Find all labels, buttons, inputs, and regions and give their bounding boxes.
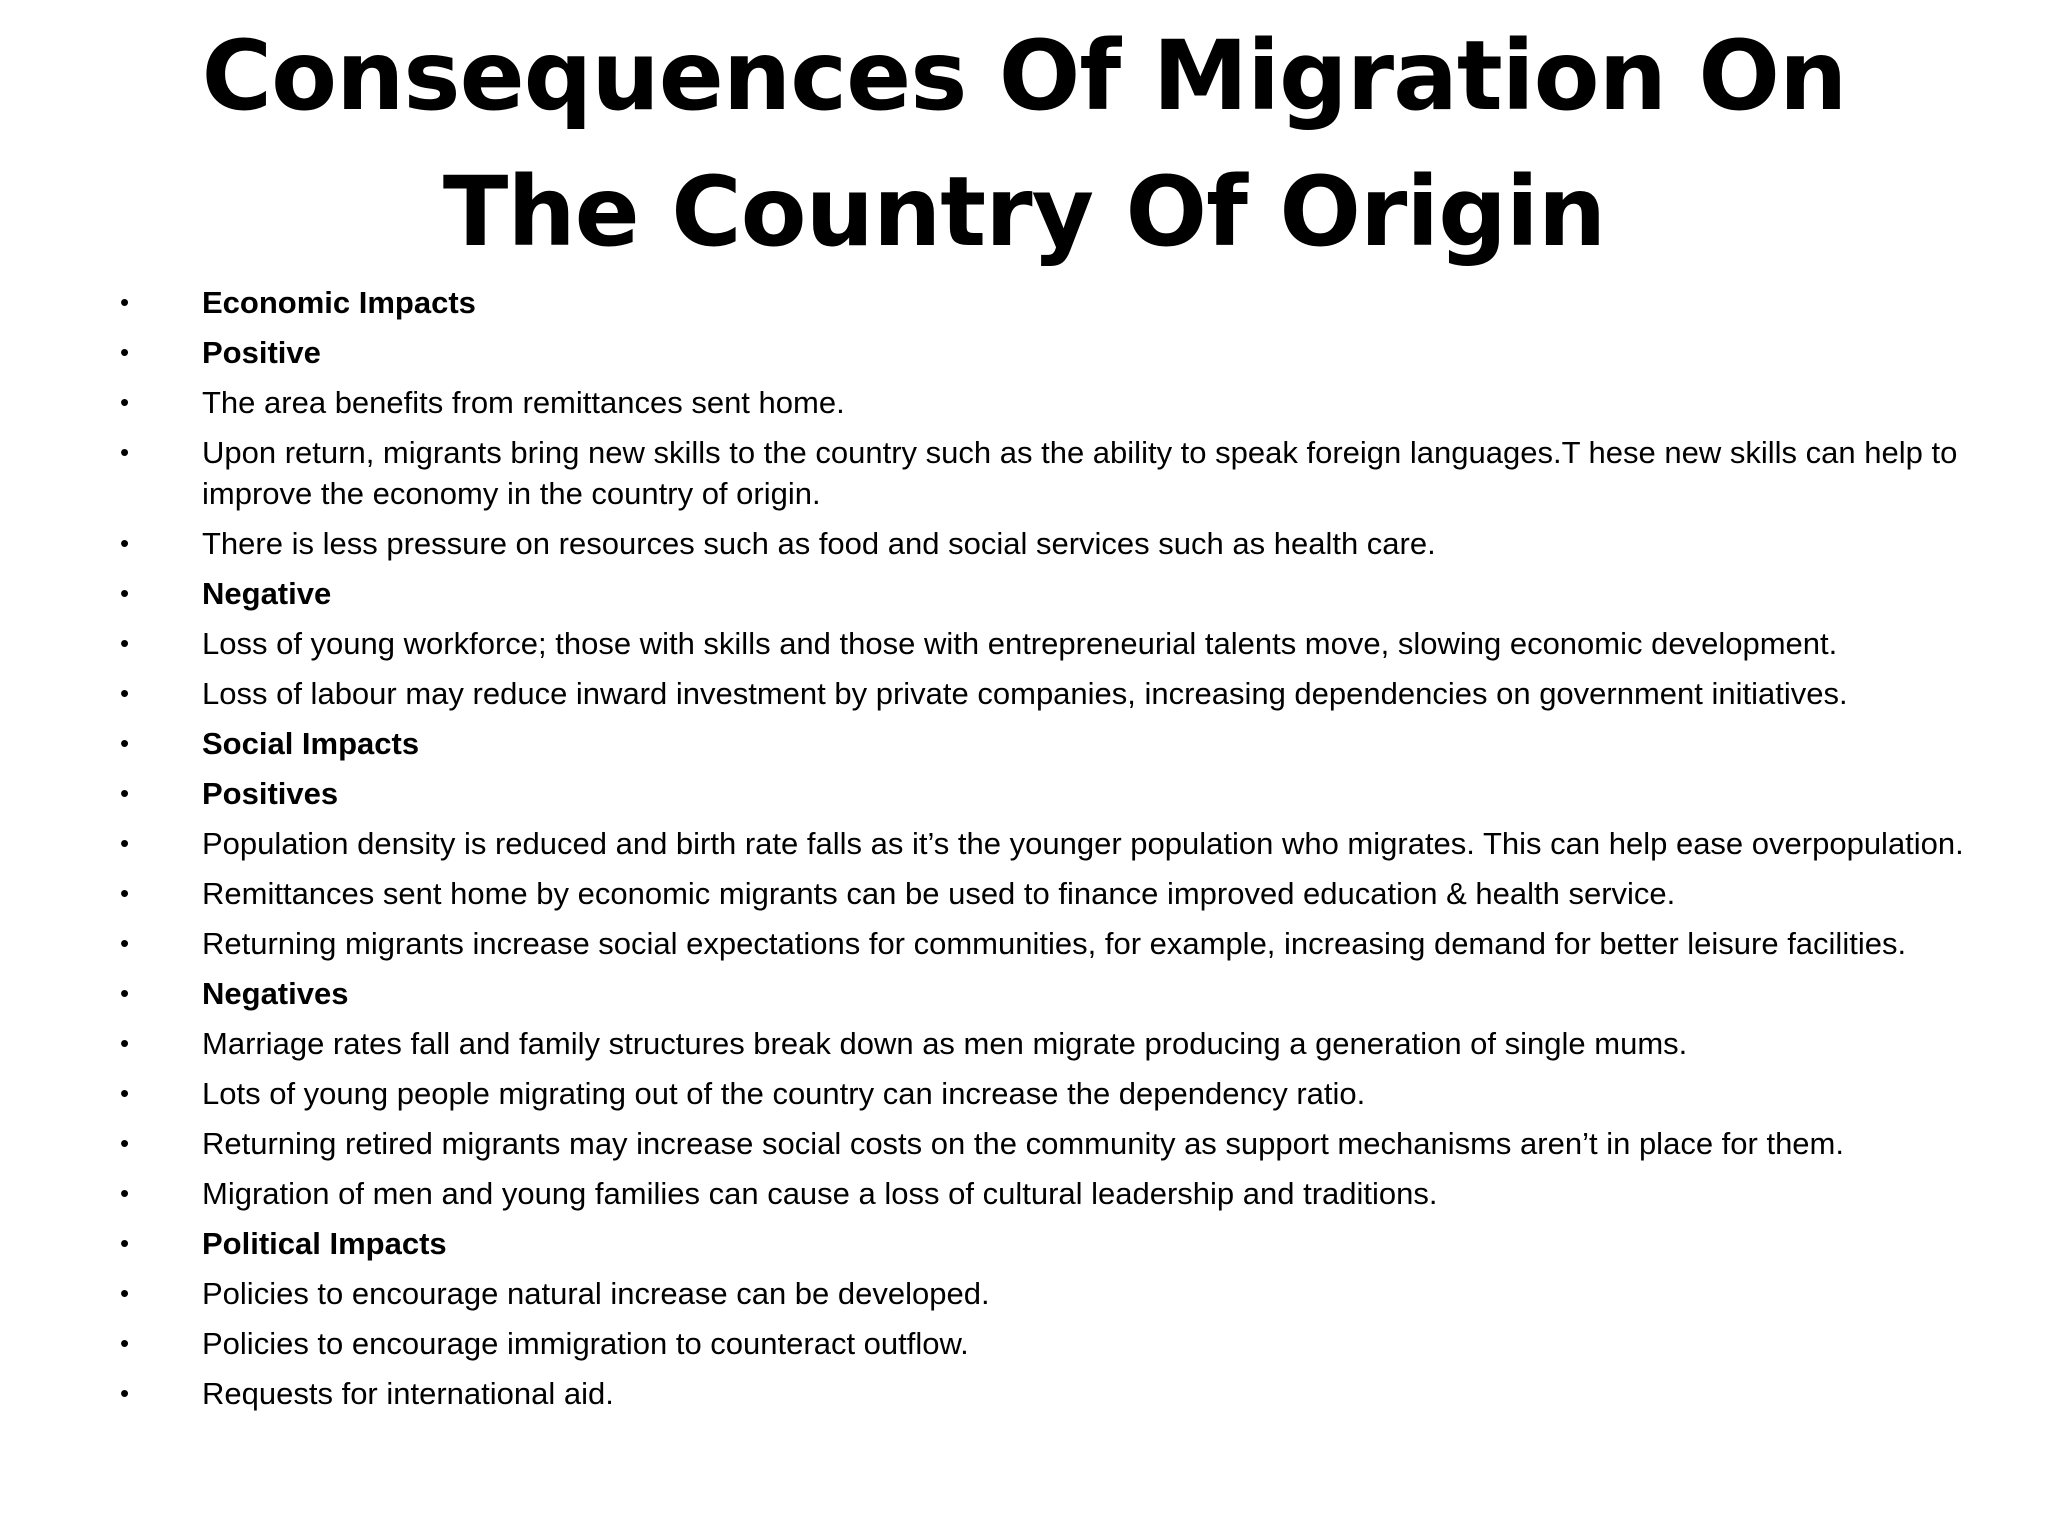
bullet-icon: • bbox=[120, 678, 130, 708]
list-item bbox=[118, 1273, 1988, 1314]
list-item bbox=[118, 823, 1988, 864]
section-heading-text: Economic Impacts bbox=[202, 285, 476, 320]
list-item bbox=[118, 1173, 1988, 1214]
list-item bbox=[118, 1073, 1988, 1114]
section-heading-item bbox=[118, 282, 1988, 323]
bullet-icon: • bbox=[120, 928, 130, 958]
bullet-icon: • bbox=[120, 1378, 130, 1408]
list-item bbox=[118, 923, 1988, 964]
bullet-icon: • bbox=[120, 578, 130, 608]
list-item-text: Marriage rates fall and family structures break down as men migrate producing a generation of single mums. bbox=[202, 1026, 1688, 1061]
list-item bbox=[118, 623, 1988, 664]
list-item-text: Policies to encourage immigration to counteract outflow. bbox=[202, 1326, 969, 1361]
bullet-icon: • bbox=[120, 1028, 130, 1058]
list-item bbox=[118, 1123, 1988, 1164]
section-heading-item bbox=[118, 332, 1988, 373]
section-heading-text: Negatives bbox=[202, 976, 349, 1011]
bullet-icon: • bbox=[120, 878, 130, 908]
list-item-text: Population density is reduced and birth rate falls as it’s the younger population who migrates. This can help ease overpopulation. bbox=[202, 826, 1964, 861]
bullet-icon: • bbox=[120, 387, 130, 417]
bullet-icon: • bbox=[120, 1328, 130, 1358]
list-item bbox=[118, 382, 1988, 423]
list-item-text: Requests for international aid. bbox=[202, 1376, 614, 1411]
list-item bbox=[118, 673, 1988, 714]
list-item-text: Migration of men and young families can cause a loss of cultural leadership and traditions. bbox=[202, 1176, 1438, 1211]
list-item bbox=[118, 523, 1988, 564]
section-heading-text: Positive bbox=[202, 335, 321, 370]
section-heading-item bbox=[118, 573, 1988, 614]
list-item bbox=[118, 1373, 1988, 1414]
bullet-icon: • bbox=[120, 1278, 130, 1308]
bullet-icon: • bbox=[120, 1128, 130, 1158]
list-item-text: Upon return, migrants bring new skills to the country such as the ability to speak foreign languages.T hese new skills can help to improve the economy in the country of origin. bbox=[202, 435, 1958, 511]
list-item-text: Lots of young people migrating out of the country can increase the dependency ratio. bbox=[202, 1076, 1366, 1111]
list-item-text: Returning migrants increase social expectations for communities, for example, increasing demand for better leisure facilities. bbox=[202, 926, 1907, 961]
list-item bbox=[118, 1323, 1988, 1364]
bullet-icon: • bbox=[120, 828, 130, 858]
list-item-text: Loss of young workforce; those with skills and those with entrepreneurial talents move, slowing economic development. bbox=[202, 626, 1838, 661]
list-item bbox=[118, 1023, 1988, 1064]
bullet-icon: • bbox=[120, 978, 130, 1008]
bullet-icon: • bbox=[120, 1178, 130, 1208]
section-heading-text: Political Impacts bbox=[202, 1226, 447, 1261]
bullet-icon: • bbox=[120, 628, 130, 658]
bullet-icon: • bbox=[120, 1078, 130, 1108]
list-item-text: The area benefits from remittances sent home. bbox=[202, 385, 845, 420]
list-item bbox=[118, 432, 1988, 514]
slide-title: Consequences Of Migration On The Country Of Origin bbox=[201, 20, 1847, 268]
list-item-text: Loss of labour may reduce inward investment by private companies, increasing dependencies on government initiatives. bbox=[202, 676, 1848, 711]
section-heading-text: Positives bbox=[202, 776, 339, 811]
bullet-icon: • bbox=[120, 1228, 130, 1258]
bullet-list bbox=[118, 282, 1988, 1423]
bullet-icon: • bbox=[120, 437, 130, 467]
bullet-icon: • bbox=[120, 337, 130, 367]
section-heading-item bbox=[118, 723, 1988, 764]
bullet-icon: • bbox=[120, 778, 130, 808]
list-item-text: Policies to encourage natural increase can be developed. bbox=[202, 1276, 990, 1311]
list-item-text: Remittances sent home by economic migrants can be used to finance improved education & health service. bbox=[202, 876, 1676, 911]
section-heading-item bbox=[118, 1223, 1988, 1264]
bullet-icon: • bbox=[120, 528, 130, 558]
section-heading-item bbox=[118, 973, 1988, 1014]
section-heading-text: Negative bbox=[202, 576, 332, 611]
list-item-text: Returning retired migrants may increase social costs on the community as support mechanisms aren’t in place for them. bbox=[202, 1126, 1844, 1161]
bullet-icon: • bbox=[120, 728, 130, 758]
list-item-text: There is less pressure on resources such as food and social services such as health care. bbox=[202, 526, 1436, 561]
section-heading-item bbox=[118, 773, 1988, 814]
section-heading-text: Social Impacts bbox=[202, 726, 420, 761]
list-item bbox=[118, 873, 1988, 914]
bullet-icon: • bbox=[120, 287, 130, 317]
